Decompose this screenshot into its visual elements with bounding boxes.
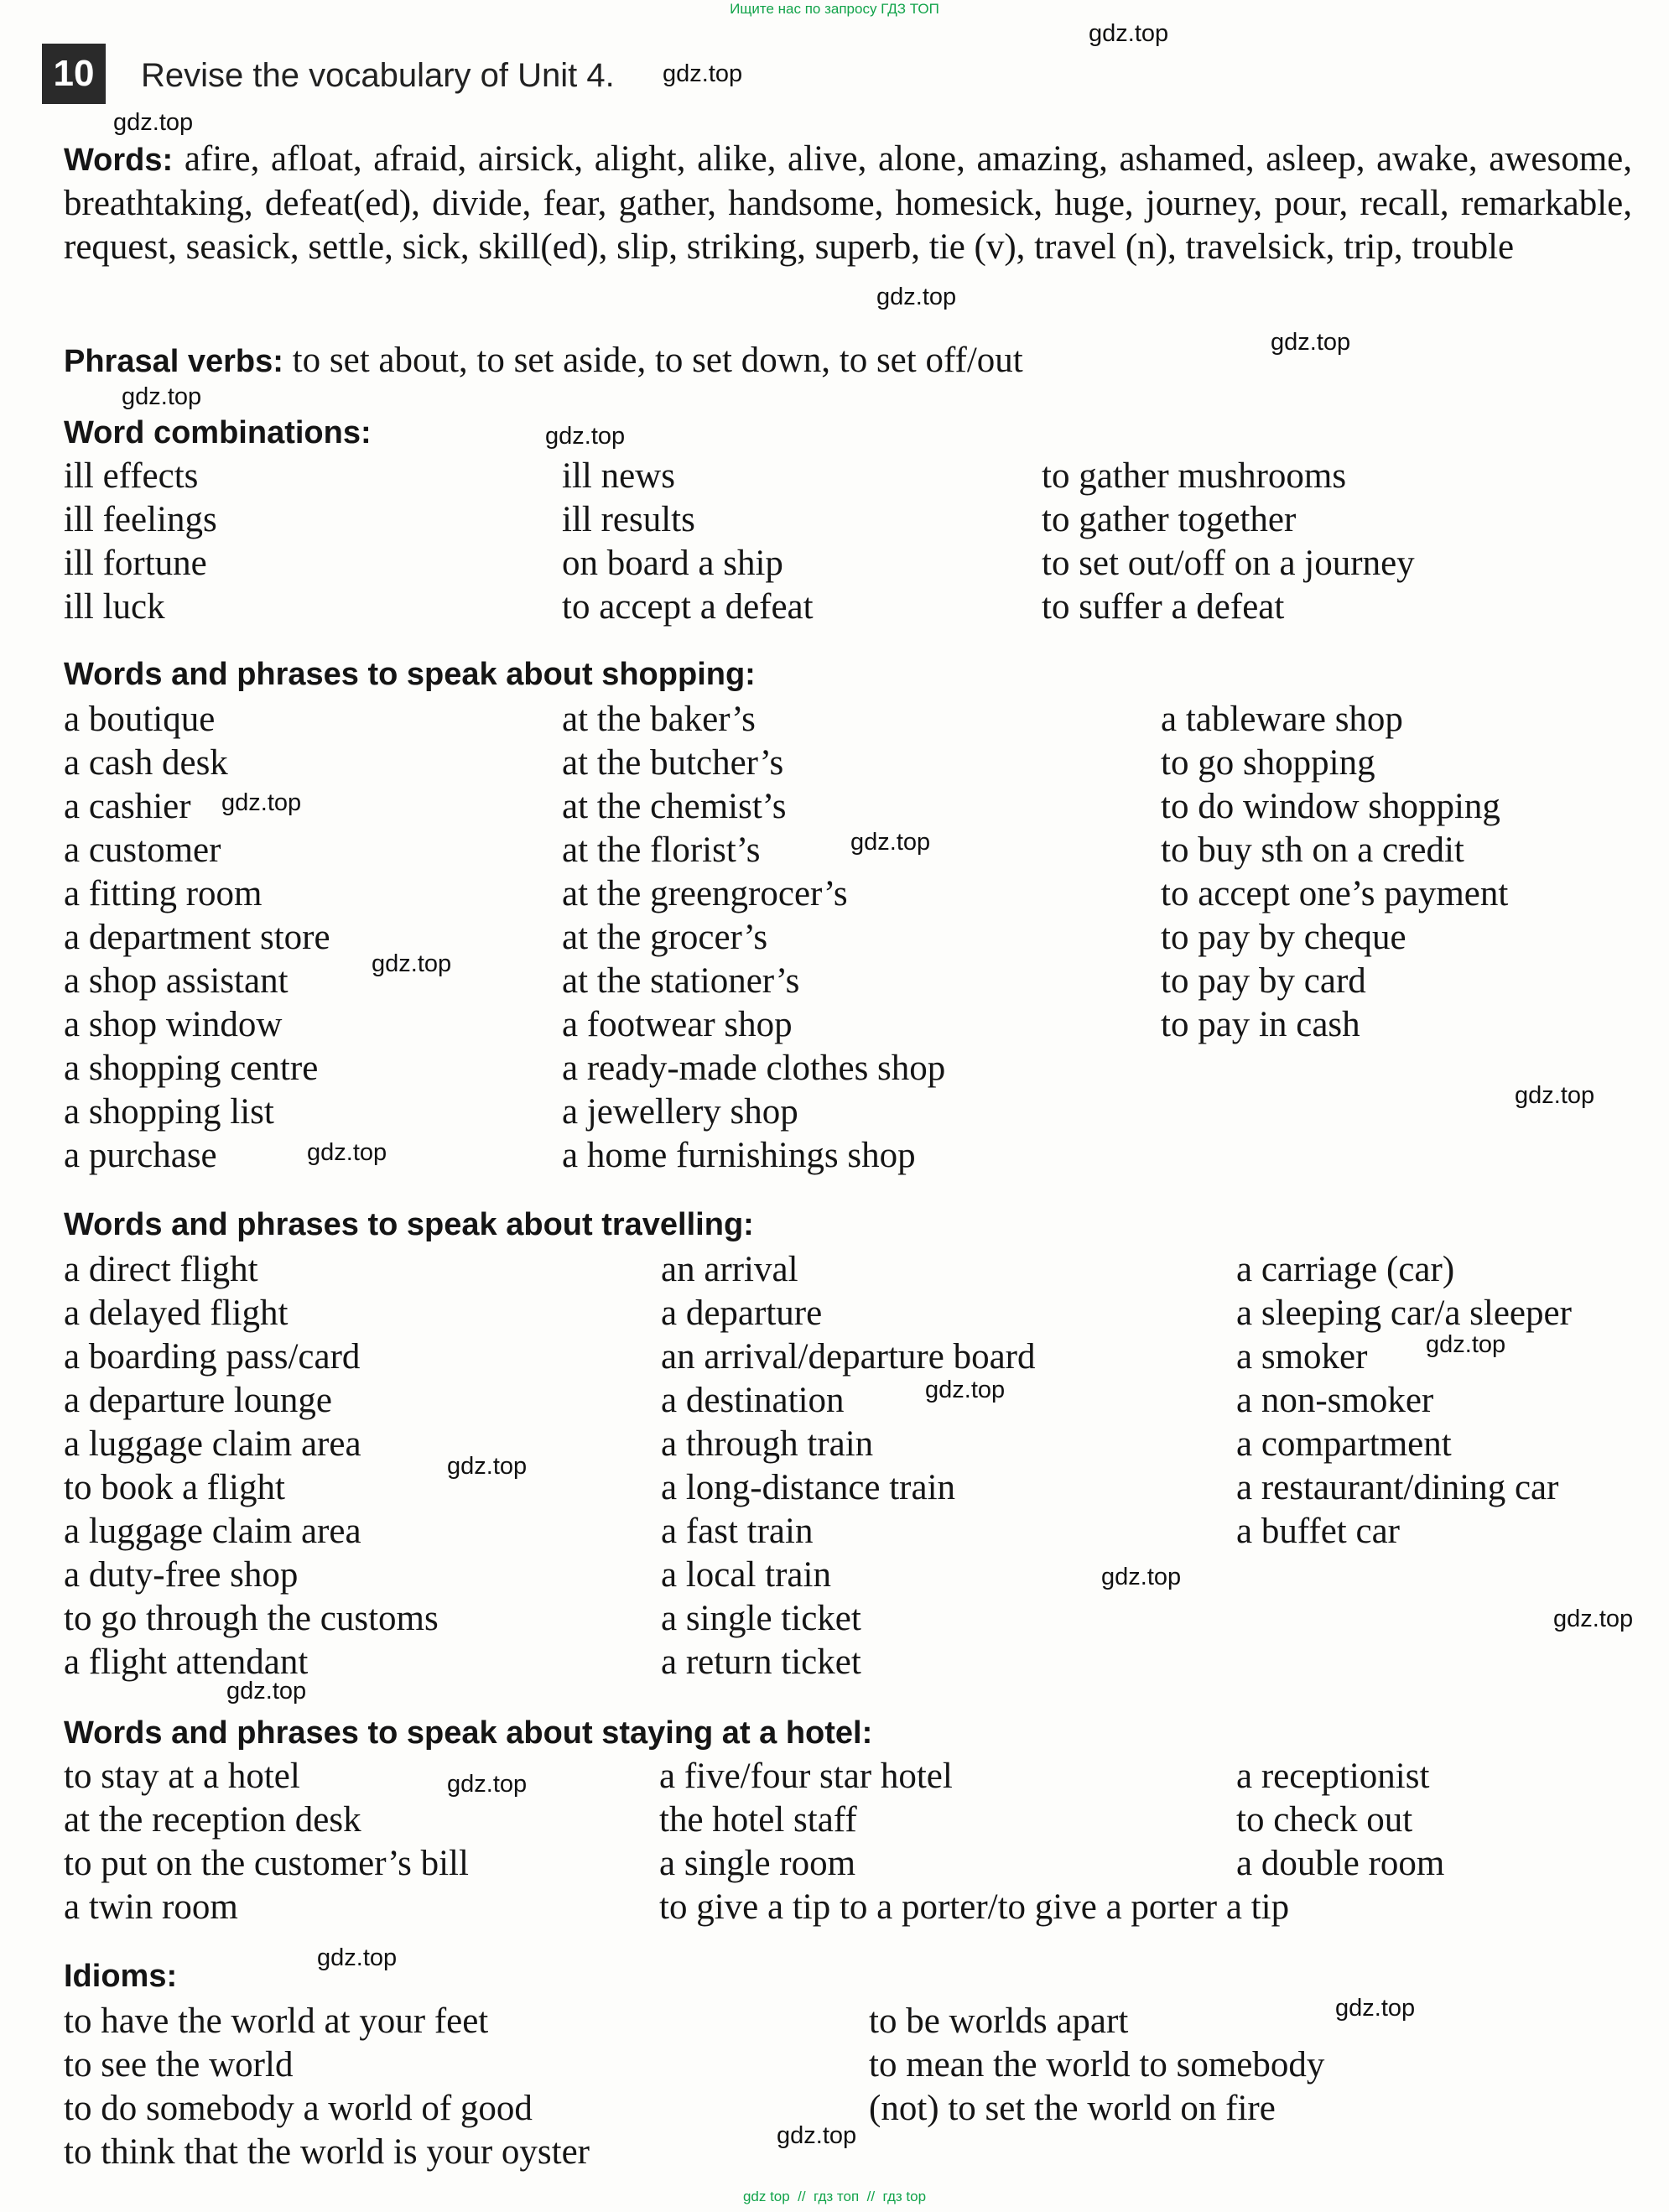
- table-row: [64, 742, 1649, 785]
- term: to suffer a defeat: [1042, 587, 1285, 627]
- watermark: gdz.top: [1515, 1082, 1595, 1109]
- watermark: gdz.top: [1101, 1564, 1182, 1590]
- table-row: [64, 1798, 1649, 1842]
- top-banner[interactable]: Ищите нас по запросу ГДЗ ТОП: [730, 1, 939, 17]
- term: a flight attendant: [64, 1642, 309, 1682]
- term: a destination: [661, 1381, 845, 1420]
- term: to stay at a hotel: [64, 1757, 300, 1796]
- table-row: [64, 1554, 1649, 1597]
- term: a smoker: [1236, 1337, 1368, 1377]
- table-row: [64, 1842, 1649, 1886]
- phrasal-verbs-label: Phrasal verbs:: [64, 344, 283, 379]
- term: at the stationer’s: [562, 961, 800, 1001]
- watermark: gdz.top: [447, 1453, 528, 1480]
- term: a fast train: [661, 1512, 814, 1551]
- term: to check out: [1236, 1800, 1413, 1840]
- table-row: [64, 1292, 1649, 1335]
- section-title-word-combinations: Word combinations:: [64, 415, 372, 450]
- term: to pay by card: [1161, 961, 1366, 1001]
- table-row: [64, 785, 1649, 829]
- term: to accept one’s payment: [1161, 874, 1509, 913]
- term: a boutique: [64, 700, 216, 739]
- term: a double room: [1236, 1844, 1445, 1883]
- term: ill luck: [64, 587, 165, 627]
- term: a sleeping car/a sleeper: [1236, 1293, 1572, 1333]
- term: a fitting room: [64, 874, 263, 913]
- term: a departure: [661, 1293, 823, 1333]
- term: on board a ship: [562, 544, 783, 583]
- footer-links[interactable]: gdz top // гдз топ // гдз top: [742, 2189, 927, 2204]
- term: a duty-free shop: [64, 1555, 299, 1595]
- term: a luggage claim area: [64, 1424, 361, 1464]
- term: a delayed flight: [64, 1293, 289, 1333]
- term: a customer: [64, 830, 221, 870]
- term: a cashier: [64, 787, 191, 826]
- term: to see the world: [64, 2045, 294, 2084]
- table-row: [64, 916, 1649, 960]
- term: a luggage claim area: [64, 1512, 361, 1551]
- term: a ready-made clothes shop: [562, 1049, 946, 1088]
- section-title-shopping: Words and phrases to speak about shopping:: [64, 657, 756, 692]
- words-label: Words:: [64, 143, 174, 178]
- watermark: gdz.top: [113, 109, 194, 136]
- term: to mean the world to somebody: [869, 2045, 1325, 2084]
- watermark: gdz.top: [317, 1944, 398, 1971]
- watermark: gdz.top: [1089, 20, 1169, 47]
- term: to book a flight: [64, 1468, 285, 1507]
- term: to pay by cheque: [1161, 918, 1406, 957]
- table-row: [64, 1090, 1649, 1134]
- term: to go shopping: [1161, 743, 1375, 783]
- term: the hotel staff: [659, 1800, 857, 1840]
- term: to put on the customer’s bill: [64, 1844, 469, 1883]
- term: to accept a defeat: [562, 587, 814, 627]
- term: a tableware shop: [1161, 700, 1403, 739]
- term: a shop assistant: [64, 961, 289, 1001]
- term: ill effects: [64, 456, 199, 496]
- table-row: [64, 960, 1649, 1003]
- table-row: [64, 1423, 1649, 1466]
- watermark: gdz.top: [545, 423, 626, 450]
- term: at the florist’s: [562, 830, 761, 870]
- term: a restaurant/dining car: [1236, 1468, 1559, 1507]
- table-row: [64, 698, 1649, 742]
- watermark: gdz.top: [663, 60, 743, 87]
- term: a boarding pass/card: [64, 1337, 361, 1377]
- term: ill news: [562, 456, 675, 496]
- table-row: [64, 1466, 1649, 1510]
- term: a single ticket: [661, 1599, 861, 1638]
- table-row: [64, 455, 1649, 498]
- phrasal-verbs-line: [64, 339, 1023, 383]
- table-row: [64, 1003, 1649, 1047]
- term: a compartment: [1236, 1424, 1452, 1464]
- term: a purchase: [64, 1136, 217, 1175]
- term: to have the world at your feet: [64, 2001, 489, 2041]
- term: a direct flight: [64, 1250, 258, 1289]
- term: a buffet car: [1236, 1512, 1400, 1551]
- term: a shopping list: [64, 1092, 274, 1132]
- table-row: [64, 586, 1649, 629]
- table-row: [64, 1248, 1649, 1292]
- table-row: [64, 872, 1649, 916]
- term: at the grocer’s: [562, 918, 768, 957]
- term: a carriage (car): [1236, 1250, 1455, 1289]
- section-title-hotel: Words and phrases to speak about staying at a hotel:: [64, 1715, 873, 1751]
- exercise-instruction: Revise the vocabulary of Unit 4.: [141, 57, 615, 94]
- term: to do somebody a world of good: [64, 2089, 533, 2128]
- term: a long-distance train: [661, 1468, 956, 1507]
- term: to gather mushrooms: [1042, 456, 1347, 496]
- term: (not) to set the world on fire: [869, 2089, 1276, 2128]
- term: to think that the world is your oyster: [64, 2132, 590, 2172]
- term: a non-smoker: [1236, 1381, 1434, 1420]
- term: at the butcher’s: [562, 743, 784, 783]
- watermark: gdz.top: [777, 2122, 857, 2149]
- term: a five/four star hotel: [659, 1757, 953, 1796]
- term: ill feelings: [64, 500, 217, 539]
- term: to set out/off on a journey: [1042, 544, 1415, 583]
- table-row: [64, 2043, 1649, 2087]
- term: ill fortune: [64, 544, 207, 583]
- term: a shop window: [64, 1005, 283, 1044]
- term: a through train: [661, 1424, 874, 1464]
- watermark: gdz.top: [1271, 329, 1351, 356]
- watermark: gdz.top: [122, 383, 202, 410]
- term: to be worlds apart: [869, 2001, 1129, 2041]
- term: to go through the customs: [64, 1599, 439, 1638]
- words-paragraph: [64, 138, 1632, 269]
- table-row: [64, 1335, 1649, 1379]
- term: a receptionist: [1236, 1757, 1430, 1796]
- term: at the reception desk: [64, 1800, 361, 1840]
- exercise-number: 10: [42, 44, 106, 104]
- words-list: afire, afloat, afraid, airsick, alight, alike, alive, alone, amazing, ashamed, asleep, awake, awesome, breathtaking, defeat(ed), divide, fear, gather, handsome, homesick, huge, journey, pour, recall, remarkable, request, seasick, settle, sick, skill(ed), slip, striking, superb, tie (v), travel (n), travelsick, trip, trouble: [64, 139, 1633, 267]
- watermark: gdz.top: [1335, 1995, 1416, 2022]
- term: at the chemist’s: [562, 787, 787, 826]
- term: a return ticket: [661, 1642, 861, 1682]
- table-row: [64, 1886, 1649, 1929]
- term: at the baker’s: [562, 700, 756, 739]
- section-title-idioms: Idioms:: [64, 1959, 178, 1994]
- table-row: [64, 1510, 1649, 1554]
- table-row: [64, 1755, 1649, 1798]
- table-row: [64, 1379, 1649, 1423]
- term: ill results: [562, 500, 695, 539]
- watermark: gdz.top: [372, 950, 452, 977]
- term: a departure lounge: [64, 1381, 332, 1420]
- watermark: gdz.top: [876, 284, 957, 310]
- watermark: gdz.top: [1426, 1331, 1506, 1358]
- watermark: gdz.top: [850, 829, 931, 856]
- term: to buy sth on a credit: [1161, 830, 1464, 870]
- term: at the greengrocer’s: [562, 874, 848, 913]
- term: a shopping centre: [64, 1049, 319, 1088]
- term: to give a tip to a porter/to give a porter a tip: [659, 1887, 1290, 1927]
- term: a local train: [661, 1555, 831, 1595]
- term: a single room: [659, 1844, 856, 1883]
- watermark: gdz.top: [221, 789, 302, 816]
- watermark: gdz.top: [226, 1678, 307, 1705]
- table-row: [64, 1134, 1649, 1178]
- section-title-travelling: Words and phrases to speak about travelling:: [64, 1207, 754, 1242]
- term: to do window shopping: [1161, 787, 1500, 826]
- table-row: [64, 1597, 1649, 1641]
- term: a cash desk: [64, 743, 228, 783]
- term: a home furnishings shop: [562, 1136, 916, 1175]
- term: an arrival/departure board: [661, 1337, 1036, 1377]
- table-row: [64, 1047, 1649, 1090]
- term: a twin room: [64, 1887, 238, 1927]
- table-row: [64, 498, 1649, 542]
- watermark: gdz.top: [925, 1377, 1006, 1403]
- term: to gather together: [1042, 500, 1297, 539]
- term: to pay in cash: [1161, 1005, 1360, 1044]
- term: a footwear shop: [562, 1005, 793, 1044]
- watermark: gdz.top: [447, 1771, 528, 1798]
- table-row: [64, 542, 1649, 586]
- phrasal-verbs-list: to set about, to set aside, to set down, to set off/out: [292, 341, 1023, 380]
- term: a jewellery shop: [562, 1092, 798, 1132]
- watermark: gdz.top: [1553, 1606, 1634, 1632]
- term: a department store: [64, 918, 330, 957]
- watermark: gdz.top: [307, 1139, 387, 1166]
- term: an arrival: [661, 1250, 798, 1289]
